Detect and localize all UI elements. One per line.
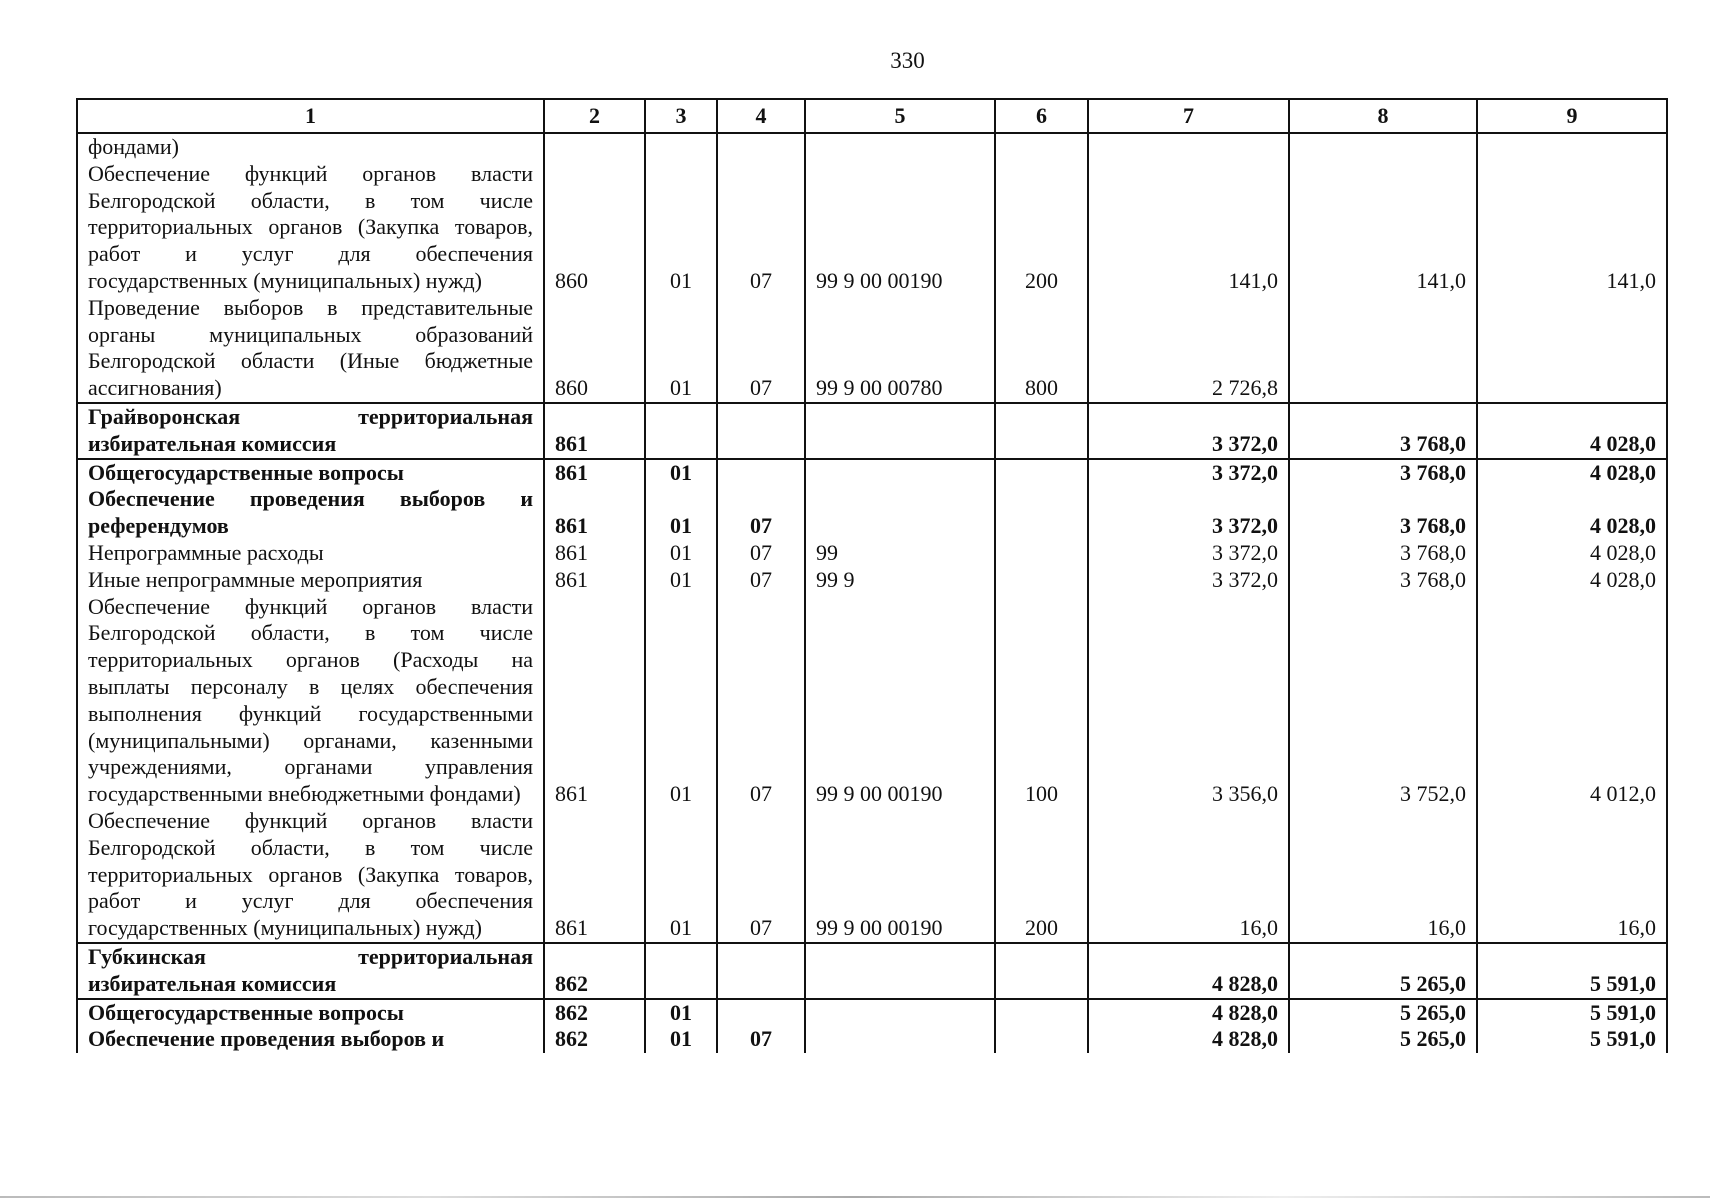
target-article-cell: 99 9 00 00190 — [805, 594, 995, 808]
admin-code-cell: 860 — [544, 295, 645, 403]
amount-year1-cell: 3 372,0 — [1088, 459, 1289, 487]
admin-code-cell: 862 — [544, 999, 645, 1027]
row-name-cell: Обеспечение проведения выборов и референдумов — [77, 486, 544, 540]
amount-year2-cell: 3 768,0 — [1289, 486, 1477, 540]
amount-year3-cell: 4 028,0 — [1477, 403, 1667, 459]
col-header-1: 1 — [77, 99, 544, 133]
expense-type-cell — [995, 459, 1088, 487]
section-cell — [645, 943, 717, 999]
expense-type-cell: 200 — [995, 161, 1088, 295]
amount-year2-cell: 3 768,0 — [1289, 540, 1477, 567]
amount-year3-cell: 141,0 — [1477, 161, 1667, 295]
section-cell: 01 — [645, 594, 717, 808]
amount-year1-cell — [1088, 133, 1289, 161]
section-cell: 01 — [645, 486, 717, 540]
row-name-cell: Общегосударственные вопросы — [77, 999, 544, 1027]
admin-code-cell: 861 — [544, 459, 645, 487]
section-cell: 01 — [645, 295, 717, 403]
section-cell: 01 — [645, 808, 717, 943]
expense-type-cell — [995, 999, 1088, 1027]
table-row — [77, 540, 1667, 567]
table-row — [77, 567, 1667, 594]
section-cell: 01 — [645, 161, 717, 295]
subsection-cell: 07 — [717, 594, 805, 808]
amount-year2-cell — [1289, 133, 1477, 161]
amount-year3-cell: 4 028,0 — [1477, 486, 1667, 540]
table-row — [77, 486, 1667, 540]
subsection-cell: 07 — [717, 295, 805, 403]
expense-type-cell: 800 — [995, 295, 1088, 403]
admin-code-cell: 860 — [544, 161, 645, 295]
subsection-cell: 07 — [717, 567, 805, 594]
row-name-cell: Обеспечение функций органов власти Белгородской области, в том числе территориальных органов (Закупка товаров, работ и услуг для обеспечения государственных (муниципальных) нужд) — [77, 161, 544, 295]
target-article-cell — [805, 943, 995, 999]
subsection-cell: 07 — [717, 808, 805, 943]
subsection-cell — [717, 459, 805, 487]
admin-code-cell — [544, 133, 645, 161]
expense-type-cell — [995, 567, 1088, 594]
admin-code-cell: 861 — [544, 540, 645, 567]
target-article-cell — [805, 486, 995, 540]
amount-year1-cell: 16,0 — [1088, 808, 1289, 943]
section-cell: 01 — [645, 1026, 717, 1053]
section-cell: 01 — [645, 459, 717, 487]
row-name-cell: Грайворонская территориальная избирательная комиссия — [77, 403, 544, 459]
amount-year3-cell: 16,0 — [1477, 808, 1667, 943]
expense-type-cell: 100 — [995, 594, 1088, 808]
amount-year3-cell: 4 012,0 — [1477, 594, 1667, 808]
admin-code-cell: 862 — [544, 943, 645, 999]
subsection-cell — [717, 133, 805, 161]
target-article-cell — [805, 403, 995, 459]
admin-code-cell: 861 — [544, 594, 645, 808]
table-row — [77, 161, 1667, 295]
amount-year2-cell — [1289, 295, 1477, 403]
target-article-cell: 99 9 00 00190 — [805, 808, 995, 943]
target-article-cell: 99 9 — [805, 567, 995, 594]
table-row — [77, 1026, 1667, 1053]
amount-year1-cell: 4 828,0 — [1088, 1026, 1289, 1053]
admin-code-cell: 861 — [544, 567, 645, 594]
scan-edge-line — [0, 1196, 1710, 1198]
amount-year2-cell: 3 768,0 — [1289, 459, 1477, 487]
amount-year1-cell: 3 372,0 — [1088, 567, 1289, 594]
page-number: 330 — [890, 48, 925, 73]
amount-year3-cell: 5 591,0 — [1477, 1026, 1667, 1053]
amount-year3-cell: 4 028,0 — [1477, 567, 1667, 594]
row-name-cell: Обеспечение функций органов власти Белгородской области, в том числе территориальных органов (Закупка товаров, работ и услуг для обеспечения государственных (муниципальных) нужд) — [77, 808, 544, 943]
col-header-6: 6 — [995, 99, 1088, 133]
amount-year3-cell: 5 591,0 — [1477, 999, 1667, 1027]
amount-year2-cell: 5 265,0 — [1289, 1026, 1477, 1053]
admin-code-cell: 861 — [544, 486, 645, 540]
amount-year3-cell: 4 028,0 — [1477, 540, 1667, 567]
table-row — [77, 133, 1667, 161]
target-article-cell: 99 — [805, 540, 995, 567]
expense-type-cell — [995, 403, 1088, 459]
amount-year1-cell: 4 828,0 — [1088, 943, 1289, 999]
admin-code-cell: 861 — [544, 403, 645, 459]
amount-year2-cell: 141,0 — [1289, 161, 1477, 295]
section-cell: 01 — [645, 999, 717, 1027]
amount-year3-cell — [1477, 295, 1667, 403]
amount-year1-cell: 3 372,0 — [1088, 486, 1289, 540]
col-header-9: 9 — [1477, 99, 1667, 133]
expense-type-cell — [995, 133, 1088, 161]
amount-year1-cell: 3 372,0 — [1088, 403, 1289, 459]
row-name-cell: фондами) — [77, 133, 544, 161]
amount-year1-cell: 141,0 — [1088, 161, 1289, 295]
amount-year2-cell: 5 265,0 — [1289, 999, 1477, 1027]
target-article-cell: 99 9 00 00190 — [805, 161, 995, 295]
row-name-cell: Непрограммные расходы — [77, 540, 544, 567]
section-cell — [645, 403, 717, 459]
target-article-cell — [805, 459, 995, 487]
row-name-cell: Проведение выборов в представительные органы муниципальных образований Белгородской области (Иные бюджетные ассигнования) — [77, 295, 544, 403]
amount-year1-cell: 3 356,0 — [1088, 594, 1289, 808]
expense-type-cell — [995, 540, 1088, 567]
row-name-cell: Губкинская территориальная избирательная комиссия — [77, 943, 544, 999]
amount-year3-cell: 4 028,0 — [1477, 459, 1667, 487]
col-header-2: 2 — [544, 99, 645, 133]
table-row — [77, 808, 1667, 943]
expense-type-cell — [995, 1026, 1088, 1053]
col-header-3: 3 — [645, 99, 717, 133]
amount-year2-cell: 3 752,0 — [1289, 594, 1477, 808]
table-row — [77, 594, 1667, 808]
col-header-8: 8 — [1289, 99, 1477, 133]
amount-year3-cell — [1477, 133, 1667, 161]
section-cell: 01 — [645, 567, 717, 594]
col-header-7: 7 — [1088, 99, 1289, 133]
target-article-cell — [805, 999, 995, 1027]
amount-year3-cell: 5 591,0 — [1477, 943, 1667, 999]
amount-year1-cell: 4 828,0 — [1088, 999, 1289, 1027]
table-row — [77, 999, 1667, 1027]
admin-code-cell: 861 — [544, 808, 645, 943]
row-name-cell: Общегосударственные вопросы — [77, 459, 544, 487]
col-header-4: 4 — [717, 99, 805, 133]
expense-type-cell — [995, 943, 1088, 999]
amount-year1-cell: 3 372,0 — [1088, 540, 1289, 567]
table-row — [77, 459, 1667, 487]
header-row — [77, 99, 1667, 133]
target-article-cell — [805, 1026, 995, 1053]
table-row — [77, 295, 1667, 403]
subsection-cell: 07 — [717, 1026, 805, 1053]
row-name-cell: Обеспечение функций органов власти Белгородской области, в том числе территориальных органов (Расходы на выплаты персоналу в целях обеспечения выполнения функций государственными (муниципальными) органами, казенными учреждениями, органами управления государственными внебюджетными фондами) — [77, 594, 544, 808]
target-article-cell: 99 9 00 00780 — [805, 295, 995, 403]
row-name-cell: Иные непрограммные мероприятия — [77, 567, 544, 594]
expense-type-cell: 200 — [995, 808, 1088, 943]
subsection-cell — [717, 403, 805, 459]
expense-type-cell — [995, 486, 1088, 540]
amount-year1-cell: 2 726,8 — [1088, 295, 1289, 403]
subsection-cell — [717, 943, 805, 999]
admin-code-cell: 862 — [544, 1026, 645, 1053]
amount-year2-cell: 3 768,0 — [1289, 567, 1477, 594]
section-cell: 01 — [645, 540, 717, 567]
amount-year2-cell: 5 265,0 — [1289, 943, 1477, 999]
table-row — [77, 403, 1667, 459]
row-name-cell: Обеспечение проведения выборов и — [77, 1026, 544, 1053]
amount-year2-cell: 16,0 — [1289, 808, 1477, 943]
subsection-cell: 07 — [717, 161, 805, 295]
table-row — [77, 943, 1667, 999]
section-cell — [645, 133, 717, 161]
subsection-cell — [717, 999, 805, 1027]
col-header-5: 5 — [805, 99, 995, 133]
budget-table — [76, 98, 1668, 1053]
amount-year2-cell: 3 768,0 — [1289, 403, 1477, 459]
target-article-cell — [805, 133, 995, 161]
subsection-cell: 07 — [717, 540, 805, 567]
subsection-cell: 07 — [717, 486, 805, 540]
